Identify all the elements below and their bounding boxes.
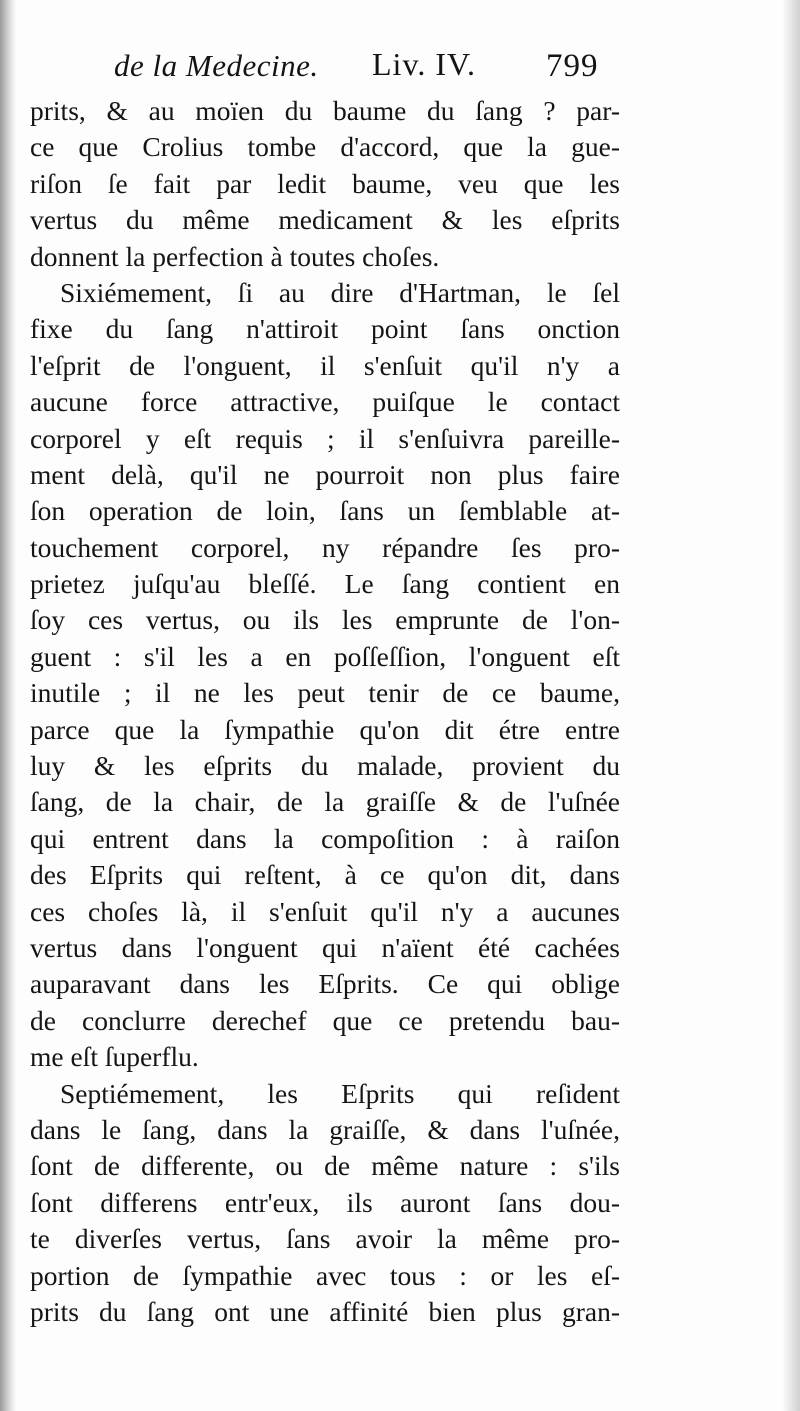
- text-line: de conclurre derechef que ce pretendu bau-: [30, 1004, 620, 1036]
- page-edge-shadow: [782, 0, 800, 1411]
- text-line: prietez juſqu'au bleſſé. Le ſang contient en: [30, 568, 620, 600]
- text-line: corporel y eſt requis ; il s'enſuivra pareille-: [30, 422, 620, 454]
- text-line: des Eſprits qui reſtent, à ce qu'on dit, dans: [30, 859, 620, 891]
- text-line: parce que la ſympathie qu'on dit étre entre: [30, 713, 620, 745]
- text-line: ce que Crolius tombe d'accord, que la gue-: [30, 131, 620, 163]
- text-line: auparavant dans les Eſprits. Ce qui oblige: [30, 968, 620, 1000]
- text-line: ſang, de la chair, de la graiſſe & de l'uſnée: [30, 786, 620, 818]
- text-line: Sixiémement, ſi au dire d'Hartman, le ſel: [60, 276, 620, 308]
- running-title: de la Medecine.: [114, 48, 319, 83]
- text-line: ment delà, qu'il ne pourroit non plus faire: [30, 458, 620, 490]
- text-line: portion de ſympathie avec tous : or les eſ-: [30, 1259, 620, 1291]
- text-line: fixe du ſang n'attiroit point ſans onction: [30, 313, 620, 345]
- text-line: ſont differens entr'eux, ils auront ſans dou-: [30, 1186, 620, 1218]
- text-line: aucune force attractive, puiſque le contact: [30, 386, 620, 418]
- text-line: riſon ſe fait par ledit baume, veu que les: [30, 167, 620, 199]
- text-line: ſoy ces vertus, ou ils les emprunte de l'on-: [30, 604, 620, 636]
- text-line: prits du ſang ont une affinité bien plus gran-: [30, 1295, 620, 1327]
- text-line: qui entrent dans la compoſition : à raiſon: [30, 822, 620, 854]
- page-gutter-shadow: [0, 0, 16, 1411]
- text-line: donnent la perfection à toutes choſes.: [30, 240, 440, 272]
- text-line: touchement corporel, ny répandre ſes pro-: [30, 531, 620, 563]
- text-line: dans le ſang, dans la graiſſe, & dans l'uſnée,: [30, 1113, 620, 1145]
- text-line: vertus dans l'onguent qui n'aïent été cachées: [30, 931, 620, 963]
- text-line: me eſt ſuperflu.: [30, 1041, 199, 1073]
- text-line: vertus du même medicament & les eſprits: [30, 204, 620, 236]
- text-line: ſont de differente, ou de même nature : s'ils: [30, 1150, 620, 1182]
- text-line: ces choſes là, il s'enſuit qu'il n'y a aucunes: [30, 895, 620, 927]
- book-section-label: Liv. IV.: [372, 46, 476, 82]
- body-text: [30, 93, 620, 1330]
- text-line: guent : s'il les a en poſſeſſion, l'onguent eſt: [30, 640, 620, 672]
- text-line: l'eſprit de l'onguent, il s'enſuit qu'il n'y a: [30, 349, 620, 381]
- text-line: te diverſes vertus, ſans avoir la même pro-: [30, 1223, 620, 1255]
- text-line: prits, & au moïen du baume du ſang ? par-: [30, 95, 620, 126]
- page-number: 799: [546, 48, 599, 84]
- text-line: ſon operation de loin, ſans un ſemblable at-: [30, 495, 620, 527]
- text-line: Septiémement, les Eſprits qui reſident: [60, 1077, 620, 1109]
- text-line: inutile ; il ne les peut tenir de ce baume,: [30, 677, 620, 709]
- page-header: [0, 44, 800, 100]
- text-line: luy & les eſprits du malade, provient du: [30, 750, 620, 782]
